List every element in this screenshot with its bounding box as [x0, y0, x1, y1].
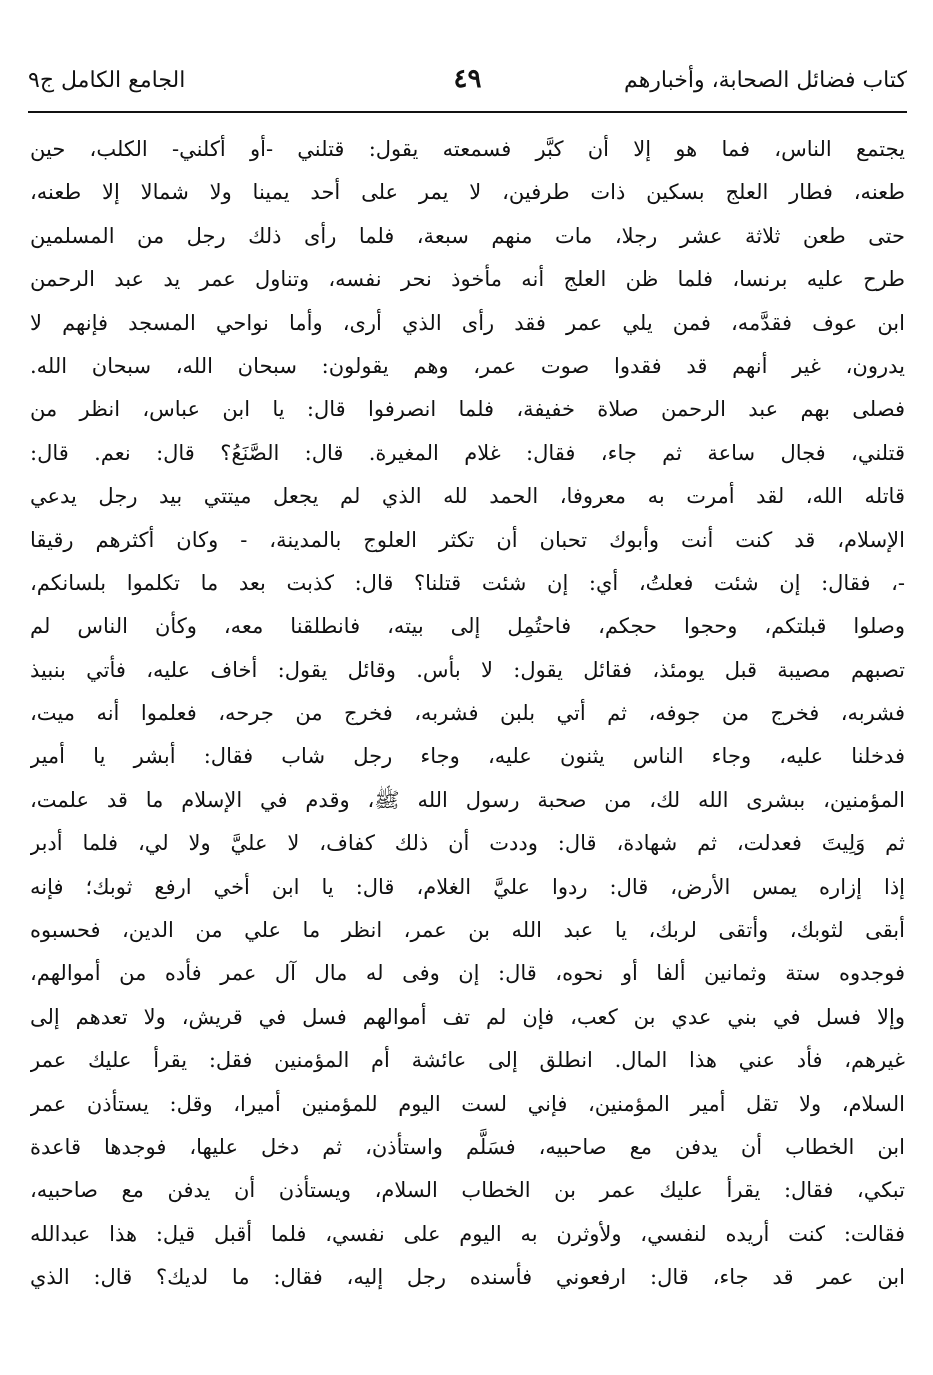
text-line: السلام، ولا تقل أمير المؤمنين، فإني لست اليوم للمؤمنين أميرا، وقل: يستأذن عمر [30, 1091, 905, 1116]
text-line: ابن عوف فقدَّمه، فمن يلي عمر فقد رأى الذي أرى، وأما نواحي المسجد فإنهم لا [30, 310, 905, 335]
text-line: غيرهم، فأد عني هذا المال. انطلق إلى عائشة أم المؤمنين فقل: يقرأ عليك عمر [30, 1048, 905, 1073]
book-title: كتاب فضائل الصحابة، وأخبارهم [624, 68, 907, 93]
text-line: المؤمنين، ببشرى الله لك، من صحبة رسول الله ﷺ، وقدم في الإسلام ما قد علمت، [30, 787, 905, 812]
text-line: فوجدوه ستة وثمانين ألفا أو نحوه، قال: إن وفى له مال آل عمر فأده من أموالهم، [30, 961, 905, 986]
text-line: فصلى بهم عبد الرحمن صلاة خفيفة، فلما انصرفوا قال: يا ابن عباس، انظر من [30, 397, 905, 422]
text-line: ابن عمر قد جاء، قال: ارفعوني فأسنده رجل إليه، فقال: ما لديك؟ قال: الذي [30, 1265, 905, 1290]
text-line: تصبهم مصيبة قبل يومئذ، فقائل يقول: لا بأس. وقائل يقول: أخاف عليه، فأتي بنبيذ [30, 657, 905, 682]
text-line: وصلوا قبلتكم، وحجوا حجكم، فاحتُمِل إلى بيته، فانطلقنا معه، وكأن الناس لم [30, 614, 905, 639]
text-line: أبقى لثوبك، وأتقى لربك، يا عبد الله بن عمر، انظر ما علي من الدين، فحسبوه [30, 918, 905, 943]
text-line: قتلني، فجال ساعة ثم جاء، فقال: غلام المغيرة. قال: الصَّنَعُ؟ قال: نعم. قال: [30, 440, 905, 465]
text-line: إذا إزاره يمس الأرض، قال: ردوا عليَّ الغلام، قال: يا ابن أخي ارفع ثوبك؛ فإنه [30, 874, 905, 899]
collection-title: الجامع الكامل ج٩ [28, 68, 186, 93]
text-line: طعنه، فطار العلج بسكين ذات طرفين، لا يمر على أحد يمينا ولا شمالا إلا طعنه، [30, 180, 905, 205]
text-line: ابن الخطاب أن يدفن مع صاحبيه، فسَلَّم واستأذن، ثم دخل عليها، فوجدها قاعدة [30, 1134, 905, 1159]
text-line: قاتله الله، لقد أمرت به معروفا، الحمد لله الذي لم يجعل ميتتي بيد رجل يدعي [30, 484, 905, 509]
text-line: فدخلنا عليه، وجاء الناس يثنون عليه، وجاء رجل شاب فقال: أبشر يا أمير [30, 744, 905, 769]
running-header [28, 60, 907, 104]
text-line: يدرون، غير أنهم قد فقدوا صوت عمر، وهم يقولون: سبحان الله، سبحان الله. [30, 353, 905, 378]
text-line: -، فقال: إن شئت فعلتُ، أي: إن شئت قتلنا؟ قال: كذبت بعد ما تكلموا بلسانكم، [30, 570, 905, 595]
text-line: ثم وَلِيتَ فعدلت، ثم شهادة، قال: وددت أن ذلك كفاف، لا عليَّ ولا لي، فلما أدبر [30, 831, 905, 856]
text-line: تبكي، فقال: يقرأ عليك عمر بن الخطاب السلام، ويستأذن أن يدفن مع صاحبيه، [30, 1178, 905, 1203]
text-line: وإلا فسل في بني عدي بن كعب، فإن لم تف أموالهم فسل في قريش، ولا تعدهم إلى [30, 1004, 905, 1029]
text-line: فشربه، فخرج من جوفه، ثم أتي بلبن فشربه، فخرج من جرحه، فعلموا أنه ميت، [30, 701, 905, 726]
text-line: يجتمع الناس، فما هو إلا أن كبَّر فسمعته يقول: قتلني -أو أكلني- الكلب، حين [30, 137, 905, 161]
body-text [30, 128, 905, 1300]
header-divider [28, 111, 907, 113]
text-line: حتى طعن ثلاثة عشر رجلا، مات منهم سبعة، فلما رأى ذلك رجل من المسلمين [30, 223, 905, 248]
text-line: طرح عليه برنسا، فلما ظن العلج أنه مأخوذ نحر نفسه، وتناول عمر يد عبد الرحمن [30, 267, 905, 292]
text-line: الإسلام، قد كنت أنت وأبوك تحبان أن تكثر العلوج بالمدينة، - وكان أكثرهم رقيقا [30, 527, 905, 552]
text-line: فقالت: كنت أريده لنفسي، ولأوثرن به اليوم على نفسي، فلما أقبل قيل: هذا عبدالله [30, 1221, 905, 1246]
page-number: ٤٩ [453, 64, 482, 94]
